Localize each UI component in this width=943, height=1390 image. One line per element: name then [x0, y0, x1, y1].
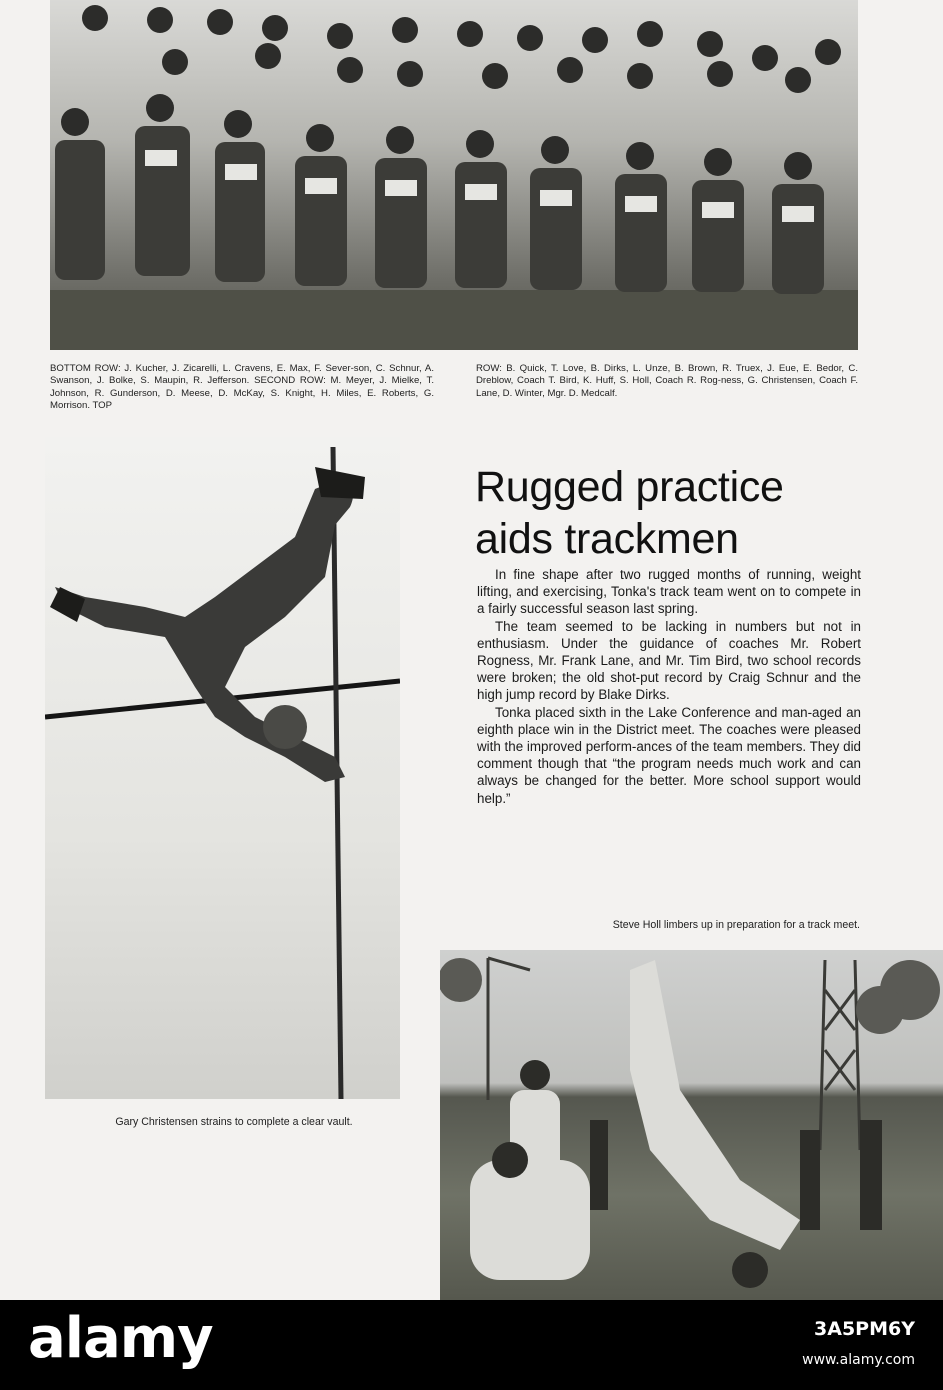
article-paragraph: In fine shape after two rugged months of running, weight lifting, and exercising, Tonka's track team went on to compete in a fairly successful season last spring. [477, 567, 861, 617]
stretching-scene [440, 950, 943, 1300]
team-photo-figures [50, 0, 858, 350]
headline-line-2: aids trackmen [475, 514, 739, 563]
holl-caption: Steve Holl limbers up in preparation for a track meet. [612, 919, 860, 931]
alamy-logo: alamy [28, 1306, 213, 1371]
article-paragraph: The team seemed to be lacking in numbers but not in enthusiasm. Under the guidance of coaches Mr. Robert Rogness, Mr. Frank Lane, and Mr. Tim Bird, two school records were broken; the old shot-put record by Craig Schnur and the high jump record by Blake Dirks. [477, 618, 861, 703]
stretching-photo [440, 950, 943, 1300]
team-caption-left: BOTTOM ROW: J. Kucher, J. Zicarelli, L. Cravens, E. Max, F. Sever-son, C. Schnur, A. Swanson, J. Bolke, S. Maupin, R. Jefferson. SECOND ROW: M. Meyer, J. Mielke, T. Johnson, R. Gunderson, D. Meese, D. McKay, S. Knight, H. Miles, E. Roberts, G. Morrison. TOP [50, 363, 434, 412]
site-url-link[interactable]: www.alamy.com [802, 1352, 915, 1368]
image-id-label: 3A5PM6Y [814, 1318, 915, 1340]
headline-line-1: Rugged practice [475, 462, 784, 511]
vault-caption: Gary Christensen strains to complete a clear vault. [115, 1116, 353, 1128]
pole-vault-photo [45, 437, 400, 1099]
team-caption-right: ROW: B. Quick, T. Love, B. Dirks, L. Unze, B. Brown, R. Truex, J. Eue, E. Bedor, C. Dreblow, Coach T. Bird, K. Huff, S. Holl, Coach R. Rog-ness, G. Christensen, Coach F. Lane, D. Winter, Mgr. D. Medcalf. [476, 363, 858, 399]
pole-vault-figure [45, 437, 400, 1099]
article-body [477, 566, 861, 807]
team-group-photo [50, 0, 858, 350]
article-paragraph: Tonka placed sixth in the Lake Conference and man-aged an eighth place win in the District meet. The coaches were pleased with the improved perform-ances of the team members. They did comment though that “the program needs much work and can always be changed for the better. More school support would help.” [477, 704, 861, 806]
article-headline [475, 461, 915, 565]
